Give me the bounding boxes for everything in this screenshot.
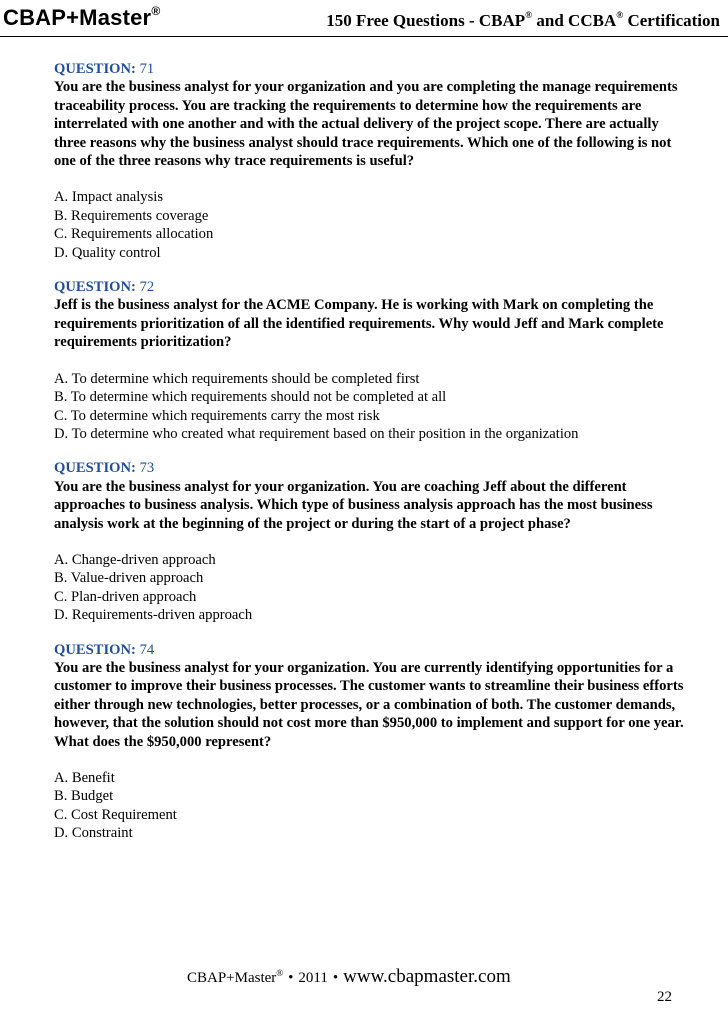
answer-option: B. Budget bbox=[54, 788, 114, 805]
footer-brand: CBAP+Master bbox=[187, 970, 277, 986]
question-heading bbox=[54, 641, 684, 659]
question-label: QUESTION: bbox=[54, 460, 136, 477]
footer-year: 2011 bbox=[298, 970, 328, 986]
question-heading bbox=[54, 459, 684, 477]
footer-registered-mark: ® bbox=[276, 968, 284, 978]
answer-option: A. Benefit bbox=[54, 770, 115, 786]
header-brand bbox=[3, 5, 160, 31]
question-text: Jeff is the business analyst for the ACME Company. He is working with Mark on completing the requirements prioritization of all the identified requirements. Why would Jeff and Mark complete requirements prioritization? bbox=[54, 297, 664, 351]
question-71 bbox=[54, 60, 684, 262]
answer-option: D. Requirements-driven approach bbox=[54, 607, 253, 624]
header-title-part2: and CCBA bbox=[532, 11, 617, 30]
answer-option: D. To determine who created what requirement based on their position in the organization bbox=[54, 425, 579, 442]
answer-option: C. Cost Requirement bbox=[54, 806, 177, 823]
page-number: 22 bbox=[657, 989, 672, 1005]
brand-text: CBAP+Master bbox=[3, 5, 152, 30]
question-72 bbox=[54, 278, 684, 443]
header-title-part1: 150 Free Questions - CBAP bbox=[326, 11, 526, 30]
answer-option: B. Value-driven approach bbox=[54, 570, 204, 587]
answer-option: A. Change-driven approach bbox=[54, 551, 216, 568]
question-list bbox=[54, 60, 684, 859]
question-label: QUESTION: bbox=[54, 641, 136, 658]
header-title-part3: Certification bbox=[623, 11, 720, 30]
question-label: QUESTION: bbox=[54, 61, 136, 77]
answer-option: D. Quality control bbox=[54, 244, 161, 261]
bullet-separator: • bbox=[288, 970, 294, 986]
page-footer bbox=[187, 966, 511, 988]
question-text: You are the business analyst for your organization. You are currently identifying opportunities for a customer to improve their business processes. The customer wants to streamline their business efforts either through new technologies, better processes, or a combination of both. The customer demands, however, that the solution should not cost more than $950,000 to implement and support for one year. What does the $950,000 represent? bbox=[54, 659, 684, 750]
header-title bbox=[326, 11, 720, 31]
answer-option: A. To determine which requirements should be completed first bbox=[54, 370, 420, 387]
answer-option: C. To determine which requirements carry the most risk bbox=[54, 407, 380, 424]
answer-option: B. To determine which requirements should not be completed at all bbox=[54, 389, 447, 406]
header-title-reg2: ® bbox=[616, 10, 624, 21]
question-heading bbox=[54, 278, 684, 296]
answer-option: A. Impact analysis bbox=[54, 189, 164, 206]
header-title-reg1: ® bbox=[525, 10, 533, 21]
question-number: 72 bbox=[139, 279, 155, 296]
answer-option: C. Plan-driven approach bbox=[54, 588, 197, 605]
question-heading bbox=[54, 60, 684, 78]
question-text: You are the business analyst for your organization. You are coaching Jeff about the different approaches to business analysis. Which type of business analysis approach has the most business analysis work at the beginning of the project or during the start of a project phase? bbox=[54, 478, 653, 532]
answer-option: B. Requirements coverage bbox=[54, 207, 209, 224]
question-label: QUESTION: bbox=[54, 279, 136, 296]
question-number: 71 bbox=[139, 61, 155, 77]
question-73 bbox=[54, 459, 684, 624]
question-text: You are the business analyst for your organization and you are completing the manage requirements traceability process. You are tracking the requirements to determine how the requirements are interrelated with one another and with the actual delivery of the project scope. There are actually three reasons why the business analyst should trace requirements. Which one of the following is not one of the three reasons why trace requirements is useful? bbox=[54, 79, 678, 170]
question-number: 74 bbox=[139, 641, 155, 658]
footer-url: www.cbapmaster.com bbox=[343, 966, 511, 987]
answer-option: C. Requirements allocation bbox=[54, 226, 214, 243]
brand-registered-mark: ® bbox=[151, 3, 161, 18]
question-74 bbox=[54, 641, 684, 843]
bullet-separator: • bbox=[332, 970, 339, 986]
question-number: 73 bbox=[139, 460, 155, 477]
answer-option: D. Constraint bbox=[54, 825, 133, 842]
page-header bbox=[0, 0, 728, 37]
